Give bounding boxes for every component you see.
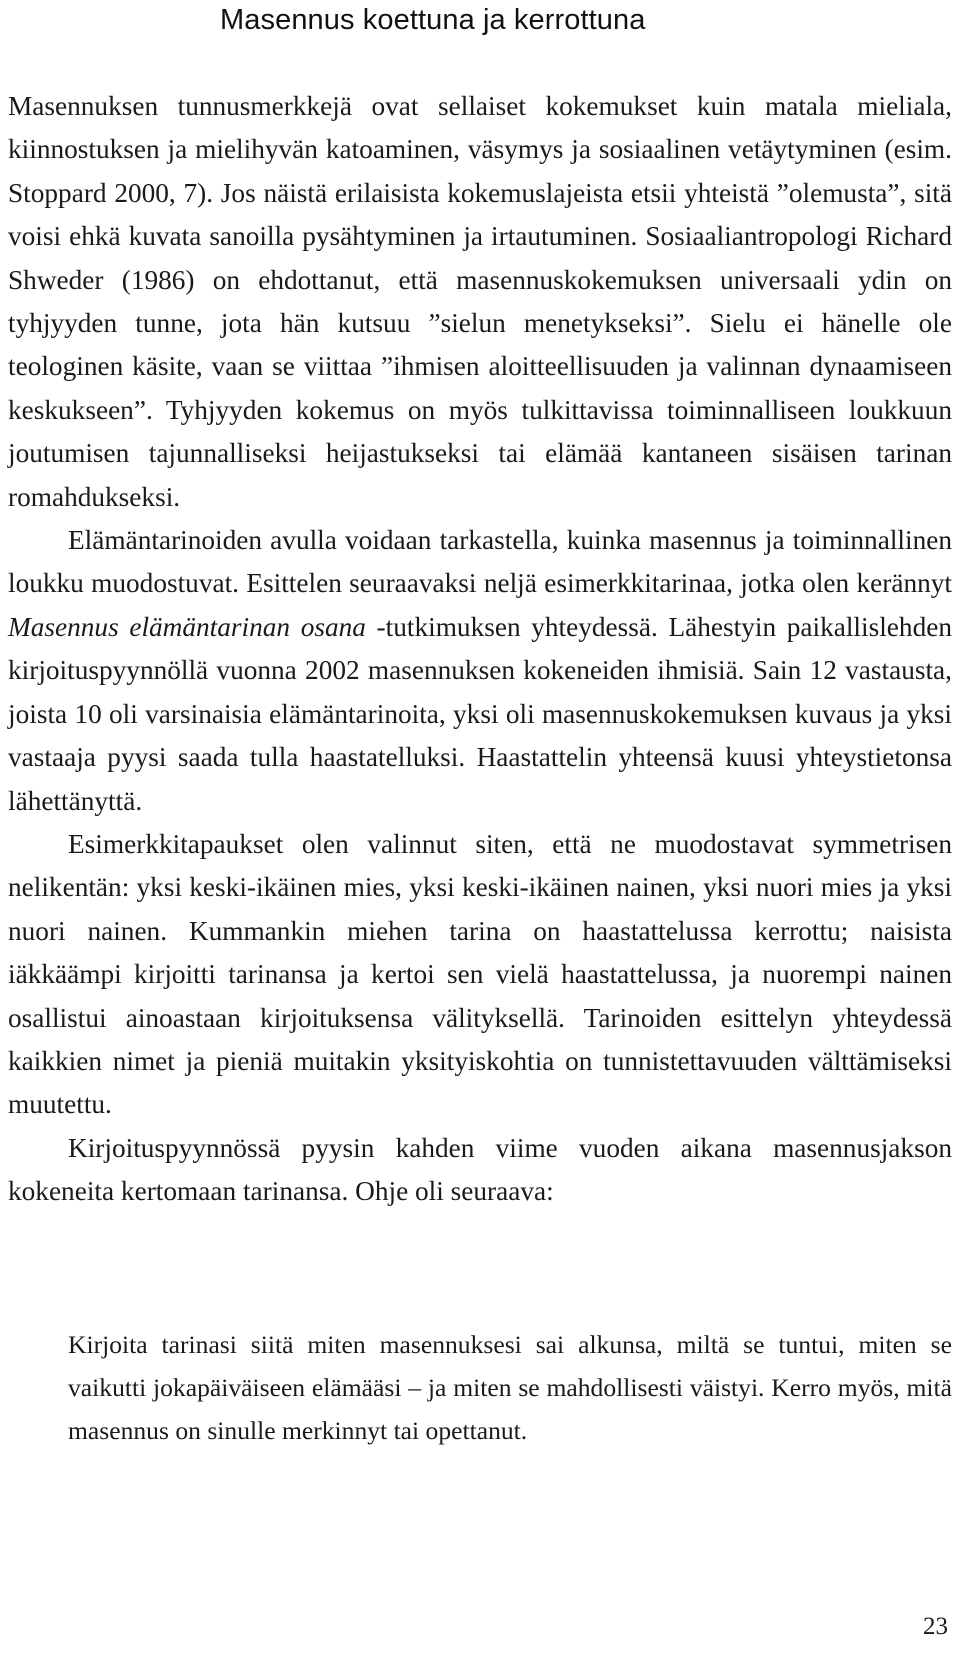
paragraph-4: Kirjoituspyynnössä pyysin kahden viime vuoden aikana masennusjakson kokeneita kertomaan tarinansa. Ohje oli seuraava:	[8, 1132, 952, 1207]
paragraph-3: Esimerkkitapaukset olen valinnut siten, että ne muodostavat symmetrisen nelikentän: yksi keski-ikäinen mies, yksi keski-ikäinen nainen, yksi nuori mies ja yksi nuori nainen. Kummankin miehen tarina on haastattelussa kerrottu; naisista iäkkäämpi kirjoitti tarinansa ja kertoi sen vielä haastattelussa, ja nuorempi nainen osallistui ainoastaan kirjoituksensa välityksellä. Tarinoiden esittelyn yhteydessä kaikkien nimet ja pieniä muitakin yksityiskohtia on tunnistettavuuden välttämiseksi muutettu.	[8, 828, 952, 1120]
writing-prompt-quote: Kirjoita tarinasi siitä miten masennuksesi sai alkunsa, miltä se tuntui, miten se vaikutti jokapäiväiseen elämääsi – ja miten se mahdollisesti väistyi. Kerro myös, mitä masennus on sinulle merkinnyt tai opettanut.	[68, 1330, 952, 1445]
paragraph-2-study-title: Masennus elämäntarinan osana	[8, 611, 366, 642]
page-number: 23	[923, 1613, 948, 1640]
paragraph-2-text-after: -tutkimuksen yhteydessä. Lähestyin paikallislehden kirjoituspyynnöllä vuonna 2002 masennuksen kokeneiden ihmisiä. Sain 12 vastausta, joista 10 oli varsinaisia elämäntarinoita, yksi oli masennuskokemuksen kuvaus ja yksi vastaaja pyysi saada tulla haastatelluksi. Haastattelin yhteensä kuusi yhteystietonsa lähettänyttä.	[8, 611, 952, 816]
paragraph-2	[8, 519, 952, 823]
body-text	[8, 85, 952, 1214]
paragraph-1: Masennuksen tunnusmerkkejä ovat sellaiset kokemukset kuin matala mieliala, kiinnostuksen ja mielihyvän katoaminen, väsymys ja sosiaalinen vetäytyminen (esim. Stoppard 2000, 7). Jos näistä erilaisista kokemuslajeista etsii yhteistä ”olemusta”, sitä voisi ehkä kuvata sanoilla pysähtyminen ja irtautuminen. Sosiaaliantropologi Richard Shweder (1986) on ehdottanut, että masennuskokemuksen universaali ydin on tyhjyyden tunne, jota hän kutsuu ”sielun menetykseksi”. Sielu ei hänelle ole teologinen käsite, vaan se viittaa ”ihmisen aloitteellisuuden ja valinnan dynaamiseen keskukseen”. Tyhjyyden kokemus on myös tulkittavissa toiminnalliseen loukkuun joutumisen tajunnalliseksi heijastukseksi tai elämää kantaneen sisäisen tarinan romahdukseksi.	[8, 91, 952, 512]
paragraph-2-text-before: Elämäntarinoiden avulla voidaan tarkastella, kuinka masennus ja toiminnallinen loukku muodostuvat. Esittelen seuraavaksi neljä esimerkkitarinaa, jotka olen kerännyt	[8, 525, 952, 599]
section-heading: Masennus koettuna ja kerrottuna	[220, 4, 646, 36]
